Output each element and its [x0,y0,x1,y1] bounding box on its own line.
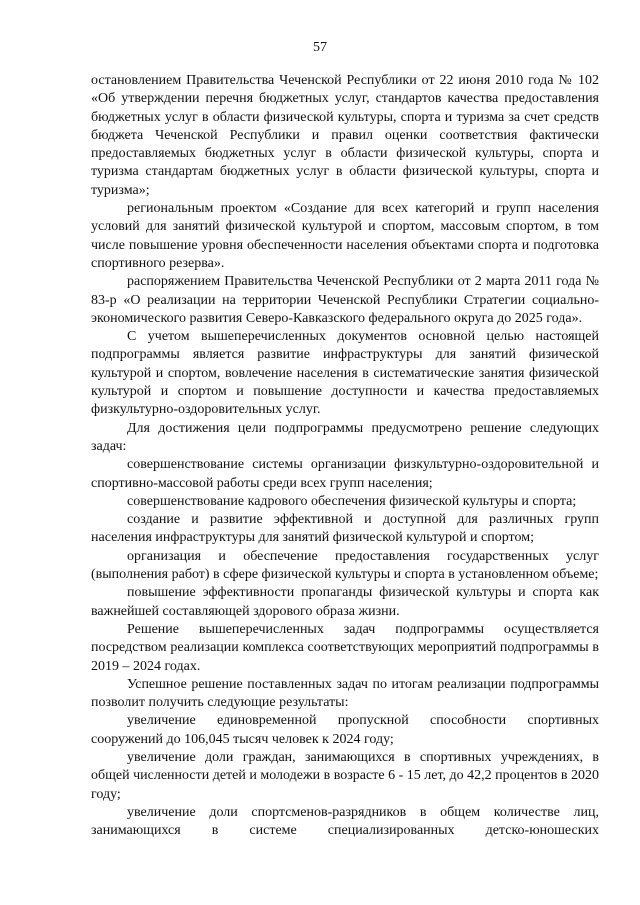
paragraph: Решение вышеперечисленных задач подпрограммы осуществляется посредством реализации комплекса соответствующих мероприятий подпрограммы в 2019 – 2024 годах. [91,621,599,674]
page-number: 57 [313,40,327,55]
paragraph: совершенствование системы организации физкультурно-оздоровительной и спортивно-массовой работы среди всех групп населения; [91,457,599,491]
paragraph: С учетом вышеперечисленных документов основной целью настоящей подпрограммы является развитие инфраструктуры для занятий физической культурой и спортом, вовлечение населения в систематические занятия физической культурой и спортом и повышение доступности и качества предоставляемых физкультурно-оздоровительных услуг. [91,329,599,418]
paragraph: увеличение доли граждан, занимающихся в спортивных учреждениях, в общей численности детей и молодежи в возрасте 6 - 15 лет, до 42,2 процентов в 2020 году; [91,749,599,802]
paragraph: организация и обеспечение предоставления государственных услуг (выполнения работ) в сфере физической культуры и спорта в установленном объеме; [91,548,599,583]
paragraph: увеличение единовременной пропускной способности спортивных сооружений до 106,045 тысяч человек к 2024 году; [91,713,599,747]
paragraph: остановлением Правительства Чеченской Республики от 22 июня 2010 года № 102 «Об утверждении перечня бюджетных услуг, стандартов качества предоставления бюджетных услуг в области физической культуры, спорта и туризма за счет средств бюджета Чеченской Республики и правил оценки соответствия фактически предоставляемых бюджетных услуг в области физической культуры, спорта и туризма стандартам бюджетных услуг в области физической культуры, спорта и туризма»; [91,73,599,198]
paragraph: увеличение доли спортсменов-разрядников в общем количестве лиц, занимающихся в системе специализированных детско-юношеских [91,804,599,839]
paragraph: региональным проектом «Создание для всех категорий и групп населения условий для занятий физической культурой и спортом, массовым спортом, в том числе повышение уровня обеспеченности населения объектами спорта и подготовка спортивного резерва». [91,201,599,271]
paragraph: создание и развитие эффективной и доступной для различных групп населения инфраструктуры для занятий физической культурой и спортом; [91,512,599,546]
paragraph: повышение эффективности пропаганды физической культуры и спорта как важнейшей составляющей здорового образа жизни. [91,585,599,619]
paragraph: Для достижения цели подпрограммы предусмотрено решение следующих задач: [91,420,599,454]
paragraph: Успешное решение поставленных задач по итогам реализации подпрограммы позволит получить следующие результаты: [91,676,599,711]
paragraph: распоряжением Правительства Чеченской Республики от 2 марта 2011 года № 83-р «О реализации на территории Чеченской Республики Стратегии социально-экономического развития Северо-Кавказского федерального округа до 2025 года». [91,274,599,326]
body-text [91,72,599,840]
paragraph: совершенствование кадрового обеспечения физической культуры и спорта; [127,493,577,509]
